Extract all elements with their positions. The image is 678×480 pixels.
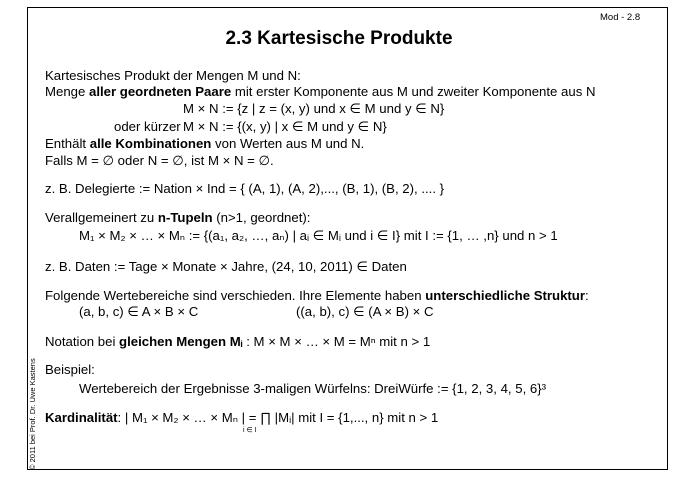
copyright-note: © 2011 bei Prof. Dr. Uwe Kastens: [28, 358, 37, 470]
example-label: Beispiel:: [45, 362, 95, 377]
contains-line: Enthält alle Kombinationen von Werten aus M und N.: [45, 136, 365, 151]
example-wuerfel: Wertebereich der Ergebnisse 3-maligen Würfelns: DreiWürfe := {1, 2, 3, 4, 5, 6}³: [79, 381, 547, 396]
intro-line-1: Kartesisches Produkt der Mengen M und N:: [45, 68, 301, 83]
ntuple-formula: M₁ × M₂ × … × Mₙ := {(a₁, a₂, …, aₙ) | aᵢ ∈ Mᵢ und i ∈ I} mit I := {1, … ,n} und n > 1: [79, 228, 558, 243]
example-delegierte: z. B. Delegierte := Nation × Ind = { (A, 1), (A, 2),..., (B, 1), (B, 2), .... }: [45, 181, 445, 196]
ntuple-line: Verallgemeinert zu n-Tupeln (n>1, geordnet):: [45, 210, 311, 225]
structure-right: ((a, b), c) ∈ (A × B) × C: [296, 304, 434, 319]
page-title: 2.3 Kartesische Produkte: [225, 28, 453, 49]
notation-line: Notation bei gleichen Mengen Mᵢ : M × M × … × M = Mⁿ mit n > 1: [45, 334, 431, 349]
cardinality-line: Kardinalität: | M₁ × M₂ × … × Mₙ | = ∏ |Mᵢ| mit I = {1,..., n} mit n > 1: [45, 410, 439, 425]
intro-line-2: Menge aller geordneten Paare mit erster Komponente aus M und zweiter Komponente aus N: [45, 84, 596, 99]
structure-left: (a, b, c) ∈ A × B × C: [79, 304, 199, 319]
definition-1: M × N := {z | z = (x, y) und x ∈ M und y ∈ N}: [183, 101, 445, 116]
definition-2: M × N := {(x, y) | x ∈ M und y ∈ N}: [183, 119, 387, 134]
empty-case-line: Falls M = ∅ oder N = ∅, ist M × N = ∅.: [45, 153, 274, 168]
structure-line: Folgende Wertebereiche sind verschieden. Ihre Elemente haben unterschiedliche Struktur:: [45, 288, 589, 303]
cardinality-subscript: i ∈ I: [243, 427, 257, 434]
slide-number: Mod - 2.8: [600, 12, 641, 23]
example-daten: z. B. Daten := Tage × Monate × Jahre, (24, 10, 2011) ∈ Daten: [45, 259, 407, 274]
shorter-label: oder kürzer: [114, 119, 181, 134]
